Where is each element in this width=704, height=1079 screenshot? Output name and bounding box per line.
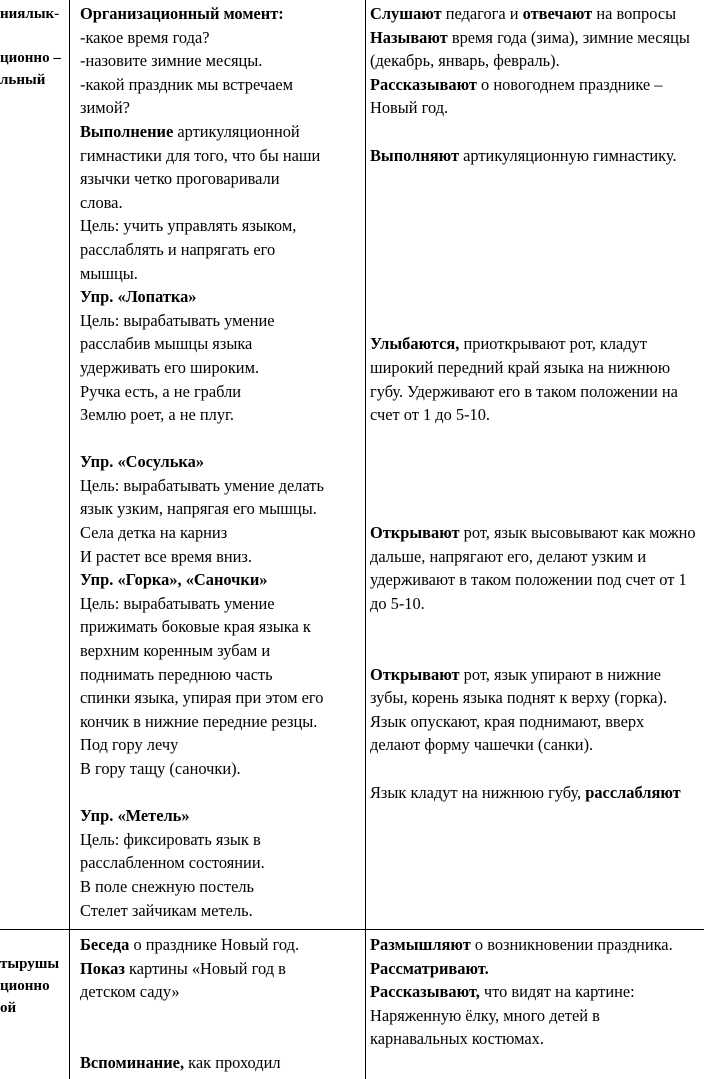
text-span: верхним коренным зубам и bbox=[80, 641, 271, 661]
text-line bbox=[80, 615, 362, 639]
text-span: как проходил bbox=[184, 1052, 281, 1072]
text-span: Цель: вырабатывать умение bbox=[80, 310, 275, 330]
text-span: что видят на картине: bbox=[479, 982, 635, 1002]
row1-teacher-activity-cell bbox=[80, 2, 362, 922]
text-span: Под гору лечу bbox=[80, 735, 179, 755]
bold-text: Открывают bbox=[370, 523, 460, 543]
text-span: -какой праздник мы встречаем bbox=[80, 74, 293, 94]
text-line bbox=[80, 26, 362, 50]
text-line bbox=[370, 545, 704, 569]
row2-children-activity-cell bbox=[370, 933, 704, 1051]
text-span: -какое время года? bbox=[80, 27, 210, 47]
text-line bbox=[370, 96, 704, 120]
table-border-v2 bbox=[365, 0, 366, 1079]
row2-stage-cell bbox=[0, 953, 66, 1019]
text-line bbox=[80, 781, 362, 805]
text-line: ционно bbox=[0, 978, 50, 994]
bold-text: Показ bbox=[80, 958, 125, 978]
text-span: язык узким, напрягая его мышцы. bbox=[80, 499, 317, 519]
text-span: спинки языка, упирая при этом его bbox=[80, 688, 324, 708]
bold-text: расслабляют bbox=[585, 782, 681, 802]
text-span: картины «Новый год в bbox=[124, 958, 286, 978]
bold-text: Упр. «Горка», «Саночки» bbox=[80, 570, 268, 590]
text-span: Наряженную ёлку, много детей в bbox=[370, 1005, 600, 1025]
text-span: В поле снежную постель bbox=[80, 876, 255, 896]
table-border-v1 bbox=[69, 0, 70, 1079]
text-line bbox=[370, 615, 704, 639]
text-line bbox=[370, 639, 704, 663]
text-span: артикуляционной bbox=[173, 121, 300, 141]
text-span: расслабленном состоянии. bbox=[80, 853, 265, 873]
text-span: Землю роет, а не плуг. bbox=[80, 405, 235, 425]
text-line bbox=[370, 167, 704, 191]
text-line: ой bbox=[0, 1000, 17, 1016]
text-span: счет от 1 до 5-10. bbox=[370, 405, 491, 425]
text-span: широкий передний край языка на нижнюю bbox=[370, 357, 671, 377]
text-line bbox=[370, 49, 704, 73]
text-line bbox=[80, 957, 362, 981]
text-line: льный bbox=[0, 72, 46, 88]
text-span: Ручка есть, а не грабли bbox=[80, 381, 242, 401]
bold-text: Называют bbox=[370, 27, 448, 47]
text-line bbox=[370, 497, 704, 521]
text-line bbox=[80, 356, 362, 380]
bold-text: Упр. «Лопатка» bbox=[80, 287, 197, 307]
text-line bbox=[370, 403, 704, 427]
text-line bbox=[80, 828, 362, 852]
text-line bbox=[370, 568, 704, 592]
text-line bbox=[370, 427, 704, 451]
text-line bbox=[370, 733, 704, 757]
text-line bbox=[80, 380, 362, 404]
text-line bbox=[80, 757, 362, 781]
text-line bbox=[80, 73, 362, 97]
bold-text: Упр. «Сосулька» bbox=[80, 452, 204, 472]
text-span: дальше, напрягают его, делают узким и bbox=[370, 546, 647, 566]
text-span: о празднике Новый год. bbox=[129, 935, 300, 954]
text-line bbox=[80, 686, 362, 710]
text-span: кончик в нижние передние резцы. bbox=[80, 711, 318, 731]
text-span: губу. Удерживают его в таком положении на bbox=[370, 381, 678, 401]
text-span: делают форму чашечки (санки). bbox=[370, 735, 594, 755]
text-span: Цель: учить управлять языком, bbox=[80, 216, 297, 236]
text-line bbox=[370, 26, 704, 50]
text-line bbox=[370, 285, 704, 309]
text-span: Села детка на карниз bbox=[80, 523, 228, 543]
text-span: до 5-10. bbox=[370, 593, 425, 613]
text-line bbox=[80, 49, 362, 73]
text-line bbox=[370, 592, 704, 616]
text-line bbox=[80, 710, 362, 734]
text-line bbox=[80, 2, 362, 26]
text-line bbox=[370, 757, 704, 781]
text-line bbox=[370, 144, 704, 168]
text-span: -назовите зимние месяцы. bbox=[80, 51, 263, 71]
text-line bbox=[80, 592, 362, 616]
text-span: В гору тащу (саночки). bbox=[80, 759, 241, 778]
text-span: расслабив мышцы языка bbox=[80, 334, 253, 354]
bold-text: Улыбаются, bbox=[370, 334, 460, 354]
text-line bbox=[80, 332, 362, 356]
text-line bbox=[370, 686, 704, 710]
text-span: рот, язык высовывают как можно bbox=[459, 523, 696, 543]
text-line bbox=[80, 1004, 362, 1028]
bold-text: Выполняют bbox=[370, 145, 460, 165]
text-line bbox=[80, 521, 362, 545]
text-line bbox=[370, 238, 704, 262]
row1-children-activity-cell bbox=[370, 2, 704, 804]
text-line bbox=[370, 262, 704, 286]
text-line bbox=[80, 238, 362, 262]
bold-text: Выполнение bbox=[80, 121, 174, 141]
text-span: язычки четко проговаривали bbox=[80, 169, 280, 189]
text-line bbox=[370, 356, 704, 380]
text-line: тырушы bbox=[0, 956, 60, 972]
text-line bbox=[80, 285, 362, 309]
text-span: Цель: фиксировать язык в bbox=[80, 829, 261, 849]
text-line bbox=[80, 1027, 362, 1051]
text-line bbox=[370, 380, 704, 404]
text-span: приоткрывают рот, кладут bbox=[459, 334, 648, 354]
text-line bbox=[80, 663, 362, 687]
text-line bbox=[80, 497, 362, 521]
text-span: педагога и bbox=[441, 4, 523, 23]
bold-text: отвечают bbox=[522, 4, 593, 23]
table-border-h bbox=[0, 929, 704, 930]
text-line bbox=[80, 568, 362, 592]
text-span: (декабрь, январь, февраль). bbox=[370, 51, 560, 71]
text-line bbox=[80, 309, 362, 333]
text-line bbox=[80, 214, 362, 238]
text-span: И растет все время вниз. bbox=[80, 546, 252, 566]
text-span: рот, язык упирают в нижние bbox=[459, 664, 662, 684]
row2-teacher-activity-cell bbox=[80, 933, 362, 1075]
text-line bbox=[80, 474, 362, 498]
bold-text: Рассматривают. bbox=[370, 958, 489, 978]
text-span: зубы, корень языка поднят к верху (горка). bbox=[370, 688, 668, 708]
text-span: на вопросы bbox=[592, 4, 677, 23]
text-line bbox=[370, 474, 704, 498]
text-line bbox=[370, 521, 704, 545]
text-line: ционно – bbox=[0, 50, 61, 66]
row1-stage-cell bbox=[0, 3, 66, 91]
text-line bbox=[80, 851, 362, 875]
text-span: поднимать переднюю часть bbox=[80, 664, 273, 684]
text-span: Новый год. bbox=[370, 98, 449, 118]
text-span: удерживают в таком положении под счет от 1 bbox=[370, 570, 687, 590]
text-line bbox=[370, 191, 704, 215]
text-span: удерживать его широким. bbox=[80, 357, 260, 377]
text-span: о возникновении праздника. bbox=[470, 935, 673, 954]
bold-text: Вспоминание, bbox=[80, 1052, 185, 1072]
text-line bbox=[80, 191, 362, 215]
text-line bbox=[370, 1027, 704, 1051]
text-span: слова. bbox=[80, 192, 123, 212]
text-span: Язык кладут на нижнюю губу, bbox=[370, 782, 586, 802]
bold-text: Упр. «Метель» bbox=[80, 806, 190, 826]
text-line bbox=[80, 804, 362, 828]
text-span: о новогоднем празднике – bbox=[476, 74, 663, 94]
text-line bbox=[80, 403, 362, 427]
text-span: Стелет зайчикам метель. bbox=[80, 900, 253, 920]
text-line bbox=[370, 957, 704, 981]
text-line bbox=[80, 875, 362, 899]
text-line bbox=[80, 899, 362, 923]
text-line bbox=[370, 332, 704, 356]
text-span: карнавальных костюмах. bbox=[370, 1029, 544, 1049]
text-line bbox=[370, 309, 704, 333]
text-line bbox=[370, 710, 704, 734]
bold-text: Организационный момент: bbox=[80, 4, 284, 23]
text-line bbox=[80, 1051, 362, 1075]
text-line bbox=[80, 120, 362, 144]
text-span: Цель: вырабатывать умение bbox=[80, 593, 275, 613]
text-line bbox=[80, 733, 362, 757]
text-span: Язык опускают, края поднимают, вверх bbox=[370, 711, 645, 731]
text-span: Цель: вырабатывать умение делать bbox=[80, 475, 324, 495]
text-span: время года (зима), зимние месяцы bbox=[447, 27, 690, 47]
text-line bbox=[80, 262, 362, 286]
text-span: расслаблять и напрягать его bbox=[80, 239, 276, 259]
text-span: гимнастики для того, что бы наши bbox=[80, 145, 321, 165]
text-span: прижимать боковые края языка к bbox=[80, 617, 311, 637]
text-line: ниялык- bbox=[0, 6, 60, 22]
text-line bbox=[80, 639, 362, 663]
text-line bbox=[370, 933, 704, 957]
bold-text: Слушают bbox=[370, 4, 442, 23]
text-line bbox=[370, 2, 704, 26]
text-line bbox=[80, 96, 362, 120]
text-line bbox=[80, 450, 362, 474]
text-line bbox=[370, 120, 704, 144]
text-line bbox=[80, 933, 362, 957]
text-span: детском саду» bbox=[80, 982, 180, 1002]
text-line bbox=[370, 980, 704, 1004]
text-span: мышцы. bbox=[80, 263, 138, 283]
bold-text: Беседа bbox=[80, 935, 130, 954]
bold-text: Открывают bbox=[370, 664, 460, 684]
text-line bbox=[370, 450, 704, 474]
text-line bbox=[370, 663, 704, 687]
text-line bbox=[370, 73, 704, 97]
text-line bbox=[0, 25, 66, 47]
text-line bbox=[370, 781, 704, 805]
text-line bbox=[370, 1004, 704, 1028]
text-line bbox=[80, 427, 362, 451]
text-line bbox=[80, 144, 362, 168]
bold-text: Рассказывают, bbox=[370, 982, 480, 1002]
text-line bbox=[80, 545, 362, 569]
text-line bbox=[370, 214, 704, 238]
text-span: артикуляционную гимнастику. bbox=[459, 145, 677, 165]
bold-text: Рассказывают bbox=[370, 74, 477, 94]
text-line bbox=[80, 980, 362, 1004]
text-span: зимой? bbox=[80, 98, 130, 118]
bold-text: Размышляют bbox=[370, 935, 471, 954]
text-line bbox=[80, 167, 362, 191]
